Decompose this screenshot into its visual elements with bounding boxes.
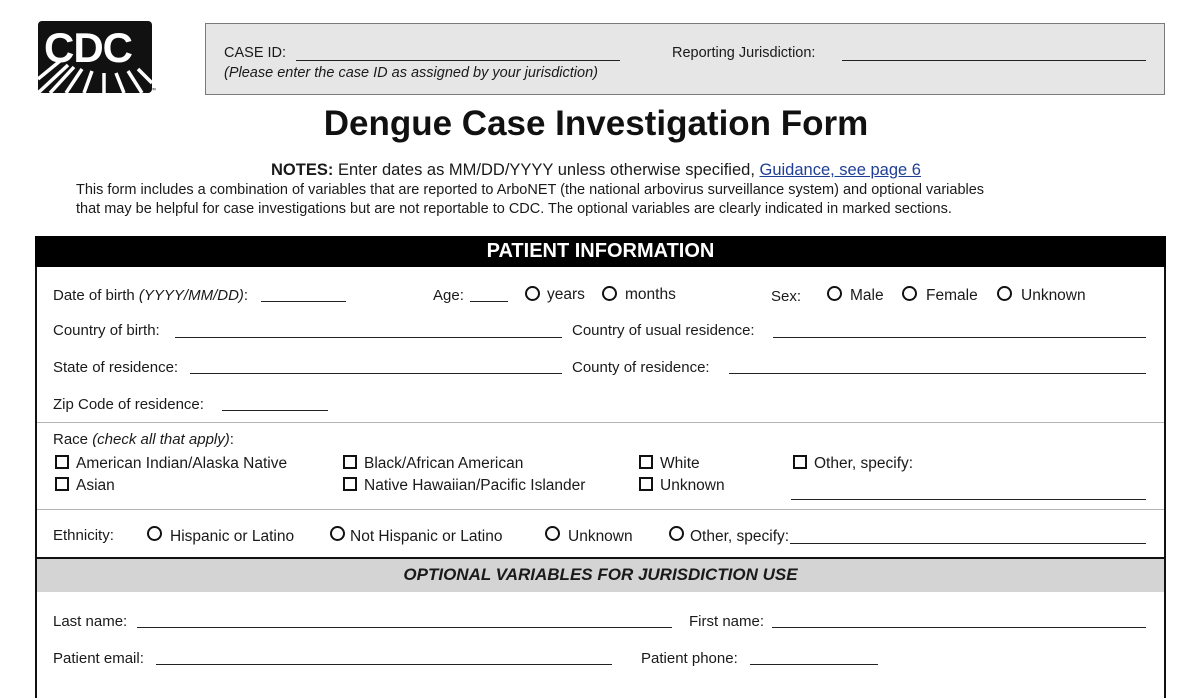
eth-hispanic-label: Hispanic or Latino [170,528,295,545]
notes-line [0,161,1192,180]
race-note: (check all that apply) [92,431,230,448]
state-label: State of residence: [53,359,179,376]
divider-race [37,422,1164,423]
race-nhpi-label: Native Hawaiian/Pacific Islander [364,477,586,494]
race-black-label: Black/African American [364,455,524,472]
eth-other-label: Other, specify: [690,528,790,545]
cdc-logo [38,21,152,93]
eth-other-field[interactable] [790,543,1146,544]
jurisdiction-label: Reporting Jurisdiction: [672,45,816,61]
race-other-label: Other, specify: [814,455,914,472]
race-unknown-checkbox[interactable] [639,477,653,491]
county-field[interactable] [729,373,1146,374]
sex-female-radio[interactable] [902,286,917,301]
email-label: Patient email: [53,650,144,667]
race-nhpi-checkbox[interactable] [343,477,357,491]
county-label: County of residence: [572,359,710,376]
race-black-checkbox[interactable] [343,455,357,469]
race-label [53,431,234,448]
age-years-radio[interactable] [525,286,540,301]
eth-hispanic-radio[interactable] [147,526,162,541]
eth-other-radio[interactable] [669,526,684,541]
country-birth-field[interactable] [175,337,562,338]
dob-format: (YYYY/MM/DD) [138,287,244,304]
ethnicity-label: Ethnicity: [53,527,114,544]
sex-unknown-label: Unknown [1021,287,1086,304]
optional-section-header [37,557,1164,592]
patient-section-title: PATIENT INFORMATION [486,240,715,262]
phone-label: Patient phone: [641,650,738,667]
eth-not-hispanic-radio[interactable] [330,526,345,541]
notes-paragraph-line2: that may be helpful for case investigations but are not reportable to CDC. The optional variables are clearly indicated in marked sections. [76,201,952,217]
eth-unknown-radio[interactable] [545,526,560,541]
age-months-radio[interactable] [602,286,617,301]
eth-unknown-label: Unknown [568,528,633,545]
form-title: Dengue Case Investigation Form [323,104,869,143]
race-other-checkbox[interactable] [793,455,807,469]
country-birth-label: Country of birth: [53,322,160,339]
sex-unknown-radio[interactable] [997,286,1012,301]
sex-label: Sex: [771,288,802,305]
case-id-note: (Please enter the case ID as assigned by your jurisdiction) [224,65,598,81]
case-id-label: CASE ID: [224,45,287,61]
age-months-label: months [625,286,676,303]
zip-label: Zip Code of residence: [53,396,204,413]
dob-label [53,287,248,304]
race-white-checkbox[interactable] [639,455,653,469]
trademark-mark: ™ [150,88,156,94]
first-name-label: First name: [689,613,765,630]
race-aian-label: American Indian/Alaska Native [76,455,288,472]
sex-male-label: Male [850,287,884,304]
guidance-link[interactable]: Guidance, see page 6 [759,161,921,179]
age-label: Age: [433,287,464,304]
case-id-field[interactable] [296,60,620,61]
age-years-label: years [547,286,585,303]
notes-paragraph-line1: This form includes a combination of variables that are reported to ArboNET (the national arbovirus surveillance system) and optional variables [76,182,985,198]
dob-label-text: Date of birth [53,287,139,304]
notes-label: NOTES: [271,161,334,179]
email-field[interactable] [156,664,612,665]
notes-text: Enter dates as MM/DD/YYYY unless otherwise specified, [333,161,760,179]
race-other-field[interactable] [791,499,1146,500]
age-field[interactable] [470,301,508,302]
zip-field[interactable] [222,410,328,411]
sex-male-radio[interactable] [827,286,842,301]
country-residence-field[interactable] [773,337,1146,338]
divider-ethnicity [37,509,1164,510]
race-colon: : [229,431,234,448]
race-label-text: Race [53,431,93,448]
dob-field[interactable] [261,301,346,302]
state-field[interactable] [190,373,562,374]
race-asian-checkbox[interactable] [55,477,69,491]
race-unknown-label: Unknown [660,477,725,494]
last-name-field[interactable] [137,627,672,628]
race-white-label: White [660,455,700,472]
race-aian-checkbox[interactable] [55,455,69,469]
patient-section-header [35,236,1166,267]
cdc-logo-text: CDC [44,24,132,71]
country-residence-label: Country of usual residence: [572,322,755,339]
first-name-field[interactable] [772,627,1146,628]
sex-female-label: Female [926,287,978,304]
phone-field[interactable] [750,664,878,665]
dob-colon: : [243,287,249,304]
optional-section-title: OPTIONAL VARIABLES FOR JURISDICTION USE [403,565,798,584]
race-asian-label: Asian [76,477,115,494]
jurisdiction-field[interactable] [842,60,1146,61]
last-name-label: Last name: [53,613,128,630]
eth-not-hispanic-label: Not Hispanic or Latino [350,528,503,545]
